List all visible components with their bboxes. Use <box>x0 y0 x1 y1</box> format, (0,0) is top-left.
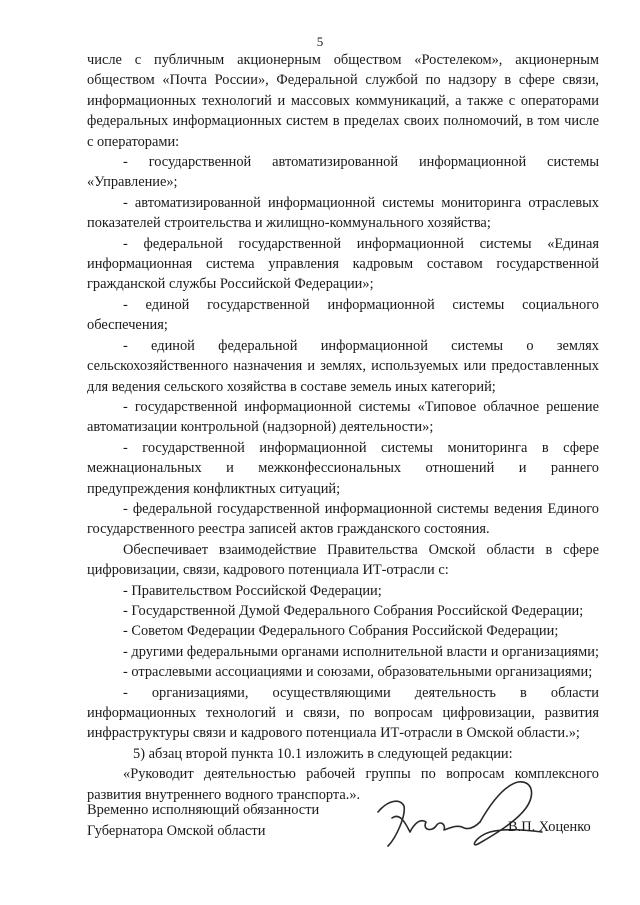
paragraph: - отраслевыми ассоциациями и союзами, образовательными организациями; <box>123 664 593 681</box>
paragraph: - единой федеральной информационной системы о землях сельскохозяйственного назначения и землях, используемых или предоставленных для ведения сельского хозяйства в составе земель иных категорий; <box>87 337 599 395</box>
paragraph: числе с публичным акционерным обществом «Ростелеком», акционерным обществом «Почта России», Федеральной службой по надзору в сфере связи, информационных технологий и массовых коммуникаций, а также с операторами федеральных информационных систем в пределах своих полномочий, в том числе с операторами: <box>87 52 599 150</box>
paragraph: Обеспечивает взаимодействие Правительства Омской области в сфере цифровизации, связи, кадрового потенциала ИТ-отрасли с: <box>87 541 599 579</box>
paragraph: - государственной автоматизированной информационной системы «Управление»; <box>87 154 599 191</box>
paragraph: - федеральной государственной информационной системы ведения Единого государственного реестра записей актов гражданского состояния. <box>87 500 599 538</box>
signatory-title-line-2: Губернатора Омской области <box>87 822 266 839</box>
paragraph: - Советом Федерации Федерального Собрания Российской Федерации; <box>123 623 559 640</box>
paragraph: - организациями, осуществляющими деятельность в области информационных технологий и связи, по вопросам цифровизации, развития инфраструктуры связи и кадрового потенциала ИТ-отрасли в Омской области.»; <box>87 684 599 742</box>
paragraph: - другими федеральными органами исполнительной власти и организациями; <box>123 643 599 660</box>
signatory-title <box>87 800 319 841</box>
paragraph: - Государственной Думой Федерального Собрания Российской Федерации; <box>123 602 584 619</box>
paragraph: - единой государственной информационной системы социального обеспечения; <box>87 296 599 334</box>
document-body <box>87 50 599 805</box>
paragraph: - государственной информационной системы «Типовое облачное решение автоматизации контрольной (надзорной) деятельности»; <box>87 398 599 436</box>
handwritten-signature <box>366 772 546 854</box>
paragraph: - Правительством Российской Федерации; <box>123 582 382 599</box>
paragraph: 5) абзац второй пункта 10.1 изложить в следующей редакции: <box>133 745 513 762</box>
signatory-title-line-1: Временно исполняющий обязанности <box>87 802 320 818</box>
paragraph: - федеральной государственной информационной системы «Единая информационная система управления кадровым составом государственной гражданской службы Российской Федерации»; <box>87 235 599 293</box>
paragraph: - государственной информационной системы мониторинга в сфере межнациональных и межконфессиональных отношений и раннего предупреждения конфликтных ситуаций; <box>87 439 599 497</box>
paragraph: - автоматизированной информационной системы мониторинга отраслевых показателей строительства и жилищно-коммунального хозяйства; <box>87 194 599 232</box>
page-number: 5 <box>316 34 324 49</box>
paragraph: «Руководит деятельностью рабочей группы по вопросам комплексного развития внутреннего водного транспорта.». <box>87 766 599 803</box>
signatory-name: В.П. Хоценко <box>508 819 591 835</box>
